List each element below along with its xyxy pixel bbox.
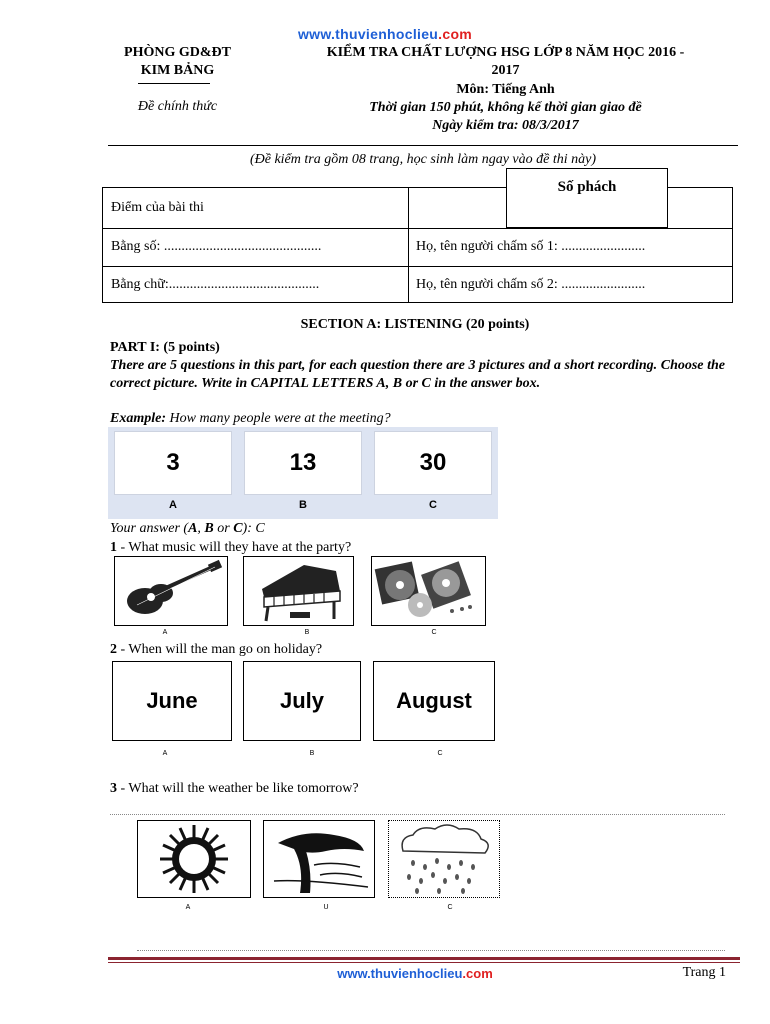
dept-line1: PHÒNG GD&ĐT — [124, 45, 231, 60]
guitar-icon — [115, 557, 227, 625]
answer-sep: , — [197, 521, 205, 536]
footer-rule — [108, 957, 740, 960]
answer-c: C — [233, 521, 243, 536]
page-number: Trang 1 — [682, 965, 726, 980]
answer-suffix: ): C — [242, 521, 265, 536]
question-3-text: - What will the weather be like tomorrow? — [117, 781, 359, 796]
example-label: Example: — [110, 411, 166, 426]
section-title: SECTION A: LISTENING (20 points) — [300, 317, 530, 332]
question-2-number: 2 — [110, 642, 117, 657]
answer-or: or — [213, 521, 234, 536]
q2-letter-c: C — [437, 750, 443, 757]
footer-tld: .com — [462, 966, 493, 981]
table-hline — [103, 228, 732, 229]
q1-letter-a: A — [162, 629, 168, 636]
exam-date: Ngày kiểm tra: 08/3/2017 — [432, 118, 579, 133]
so-phach-box — [506, 168, 668, 228]
piano-icon — [244, 557, 353, 625]
piano-picture — [243, 556, 354, 626]
example-options-panel — [108, 427, 498, 519]
guitar-picture — [114, 556, 228, 626]
footer-rule-thin — [108, 962, 740, 963]
watermark-site: www.thuvienhoclieu — [297, 26, 439, 42]
q1-letter-b: B — [304, 629, 310, 636]
question-3 — [110, 780, 359, 798]
example-option-b: 13 — [244, 431, 362, 495]
watermark-top[interactable] — [0, 26, 770, 42]
watermark-tld: .com — [438, 26, 473, 42]
dept-underline — [138, 83, 210, 84]
cd-icon — [372, 557, 485, 625]
question-1-number: 1 — [110, 540, 117, 555]
example-letter-b: B — [299, 499, 307, 511]
windy-picture — [263, 820, 375, 898]
exam-note: (Đề kiểm tra gồm 08 trang, học sinh làm ngay vào đề thi này) — [249, 152, 597, 167]
footer-link[interactable] — [300, 966, 530, 981]
so-phach-label: Số phách — [557, 179, 617, 195]
question-1-text: - What music will they have at the party? — [117, 540, 352, 555]
example-question: How many people were at the meeting? — [166, 411, 391, 426]
score-by-number[interactable]: Bằng số: ............................................. — [111, 239, 322, 254]
exam-title-line2: 2017 — [491, 63, 520, 78]
example-option-c: 30 — [374, 431, 492, 495]
score-by-words[interactable]: Bằng chữ:........................................... — [111, 277, 320, 292]
dept-line2: KIM BẢNG — [140, 63, 215, 78]
part-instructions: There are 5 questions in this part, for each question there are 3 pictures and a short recording. Choose the correct picture. Write in CAPITAL LETTERS A, B or C in the answer box. — [110, 358, 725, 391]
question-3-number: 3 — [110, 781, 117, 796]
official-label: Đề chính thức — [137, 99, 218, 114]
q1-letter-c: C — [431, 629, 437, 636]
rain-cloud-icon — [389, 821, 499, 897]
q2-letter-a: A — [162, 750, 168, 757]
q2-letter-b: B — [309, 750, 315, 757]
part-title: PART I: (5 points) — [110, 340, 220, 355]
sunny-picture — [137, 820, 251, 898]
table-vline — [408, 188, 409, 302]
grader-1[interactable]: Họ, tên người chấm số 1: ........................ — [416, 239, 646, 254]
exam-title-line1: KIỂM TRA CHẤT LƯỢNG HSG LỚP 8 NĂM HỌC 2016 - — [326, 45, 685, 60]
table-hline — [103, 266, 732, 267]
answer-prefix: Your answer ( — [110, 521, 189, 536]
cds-picture — [371, 556, 486, 626]
example-letter-c: C — [429, 499, 437, 511]
example-letter-a: A — [169, 499, 177, 511]
question-1 — [110, 539, 351, 557]
q2-option-a: June — [112, 661, 232, 741]
answer-b: B — [204, 521, 214, 536]
exam-subject: Môn: Tiếng Anh — [456, 82, 555, 97]
sun-icon — [138, 821, 250, 897]
example-option-a: 3 — [114, 431, 232, 495]
footer-site: www.thuvienhoclieu — [337, 966, 463, 981]
example-line — [110, 410, 391, 428]
wind-tree-icon — [264, 821, 374, 897]
grader-2[interactable]: Họ, tên người chấm số 2: ........................ — [416, 277, 646, 292]
header-divider — [108, 145, 738, 146]
example-answer — [110, 520, 265, 538]
dotted-separator — [110, 814, 725, 815]
exam-time: Thời gian 150 phút, không kể thời gian giao đề — [369, 100, 642, 115]
rainy-picture — [388, 820, 500, 898]
q3-letter-a: A — [185, 904, 191, 911]
q3-letter-b: U — [323, 904, 329, 911]
q2-option-c: August — [373, 661, 495, 741]
q3-letter-c: C — [447, 904, 453, 911]
answer-a: A — [188, 521, 198, 536]
question-2-text: - When will the man go on holiday? — [117, 642, 323, 657]
question-2 — [110, 641, 322, 659]
dotted-separator — [137, 950, 725, 951]
q2-option-b: July — [243, 661, 361, 741]
score-label: Điểm của bài thi — [111, 200, 204, 215]
